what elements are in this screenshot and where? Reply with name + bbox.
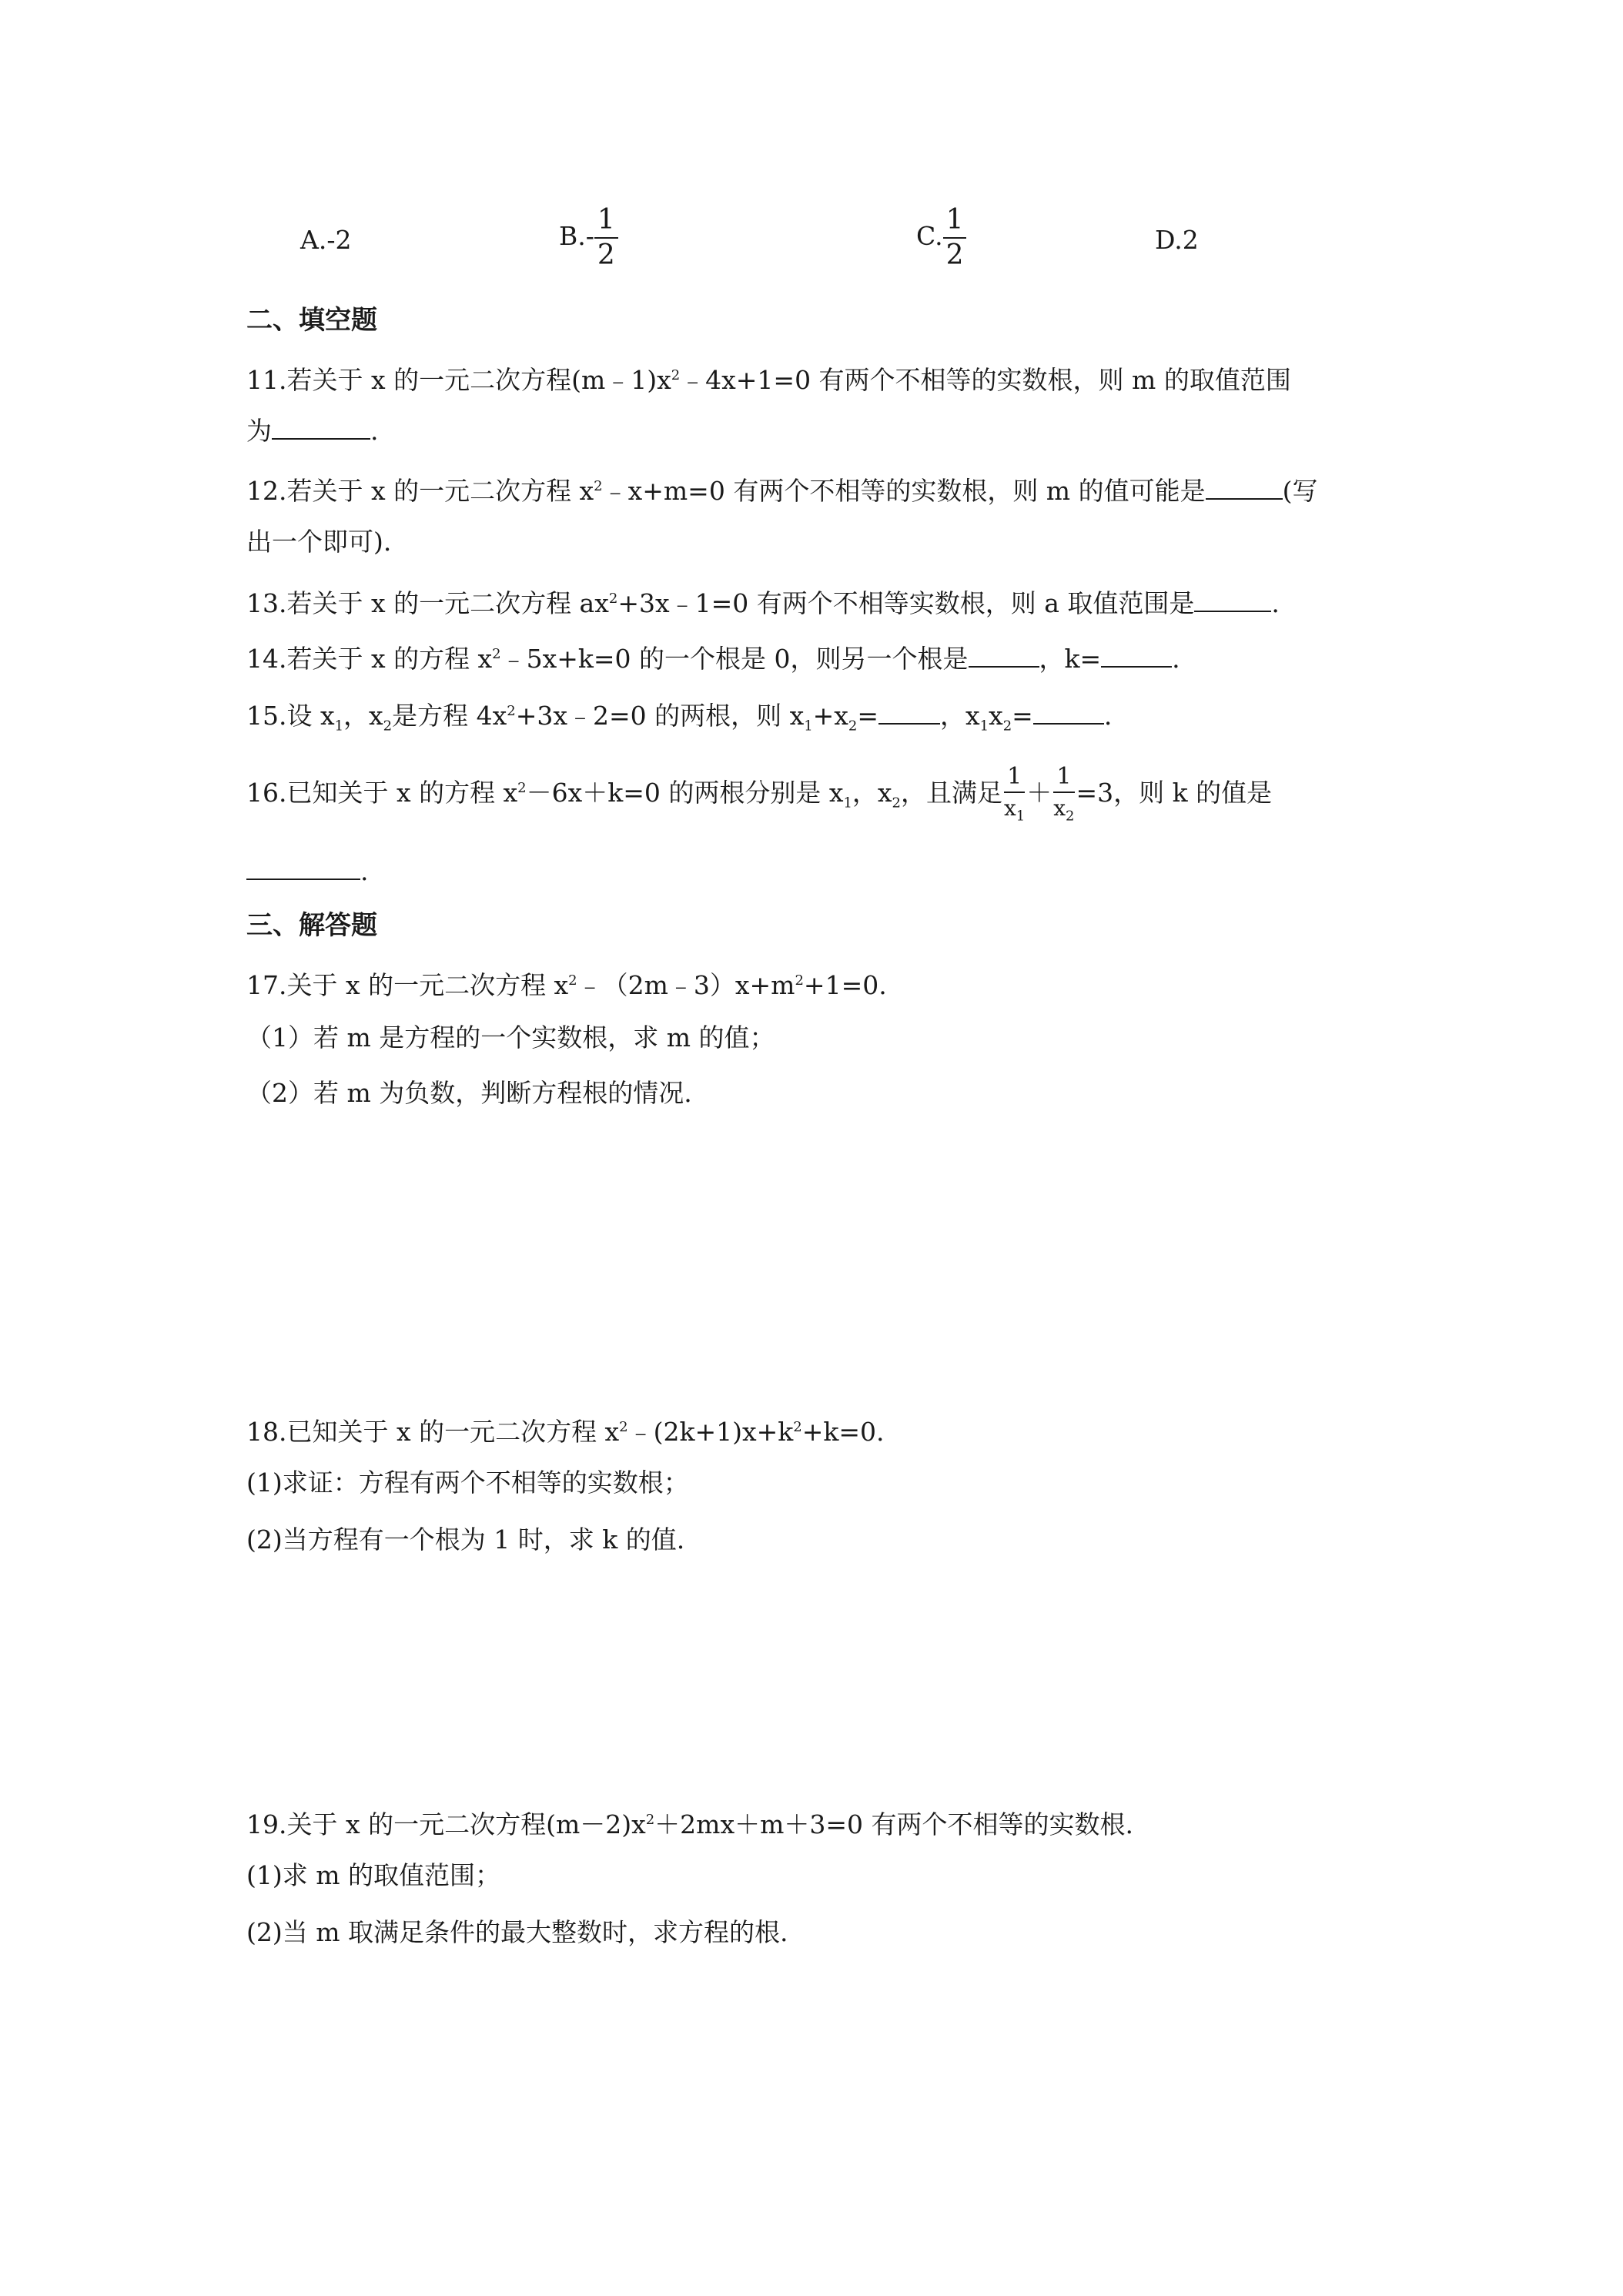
answer-blank[interactable] (1101, 643, 1172, 668)
question-12-line2: 出一个即可). (246, 527, 392, 557)
fraction-1-over-x1: $\frac{1}{x_1}$ (1004, 763, 1026, 825)
answer-blank[interactable] (1206, 475, 1283, 500)
question-14: 14.若关于 x 的方程 $x^2﹣5x+k=0$ 的一个根是 0，则另一个根是 ，k= . (246, 644, 1180, 674)
question-18-part1: (1)求证：方程有两个不相等的实数根； (246, 1468, 689, 1498)
option-b: B.- $\frac{1}{2}$ (559, 206, 618, 269)
question-19: 19.关于 x 的一元二次方程$(m-2)x^2+2mx+m+3=0$ 有两个不相等的实数根. (246, 1809, 1133, 1839)
question-17: 17.关于 x 的一元二次方程 $x^2﹣(2m﹣3)x+m^2+1=0$. (246, 970, 887, 1000)
question-16-line2: . (246, 855, 369, 889)
question-11-line2: 为 . (246, 416, 379, 446)
option-c: C. $\frac{1}{2}$ (916, 206, 966, 269)
question-15: 15.设 $x_1$，$x_2$是方程 $4x^2+3x﹣2=0$ 的两根，则 $x_1+x_2=$ ，$x_1x_2=$ . (246, 701, 1113, 735)
question-18: 18.已知关于 x 的一元二次方程 $x^2﹣(2k+1)x+k^2+k=0$. (246, 1417, 885, 1447)
answer-blank[interactable] (1033, 700, 1104, 725)
question-19-part1: (1)求 m 的取值范围； (246, 1860, 501, 1890)
fraction-one-half: $\frac{1}{2}$ (594, 206, 618, 269)
question-11: 11.若关于 x 的一元二次方程$(m﹣1)x^2﹣4x+1=0$ 有两个不相等的实数根，则 m 的取值范围 (246, 365, 1291, 395)
answer-blank[interactable] (272, 415, 370, 440)
option-d: D.2 (1155, 225, 1199, 255)
question-17-part2: （2）若 m 为负数，判断方程根的情况. (246, 1078, 692, 1108)
question-17-part1: （1）若 m 是方程的一个实数根，求 m 的值； (246, 1022, 775, 1053)
option-a: A.-2 (300, 225, 352, 255)
answer-blank[interactable] (246, 855, 360, 880)
question-12: 12.若关于 x 的一元二次方程 $x^2﹣x+m=0$ 有两个不相等的实数根，则 m 的值可能是 (写 (246, 476, 1318, 506)
answer-blank[interactable] (969, 643, 1039, 668)
question-16: 16.已知关于 x 的方程 $x^2-6x+k=0$ 的两根分别是 $x_1$，$x_2$，且满足 $\frac{1}{x_1}$ ＋ $\frac{1}{x_2}$ =3，则 k 的值是 (246, 763, 1273, 825)
question-18-part2: (2)当方程有一个根为 1 时，求 k 的值. (246, 1525, 685, 1555)
fraction-one-half: $\frac{1}{2}$ (943, 206, 967, 269)
answer-blank[interactable] (878, 700, 940, 725)
question-19-part2: (2)当 m 取满足条件的最大整数时，求方程的根. (246, 1917, 788, 1947)
section-title-solve: 三、解答题 (246, 910, 377, 941)
answer-blank[interactable] (1194, 587, 1271, 612)
question-13: 13.若关于 x 的一元二次方程 $ax^2+3x﹣1=0$ 有两个不相等实数根，则 a 取值范围是 . (246, 588, 1280, 618)
section-title-fill-blank: 二、填空题 (246, 305, 377, 336)
fraction-1-over-x2: $\frac{1}{x_2}$ (1053, 763, 1075, 825)
